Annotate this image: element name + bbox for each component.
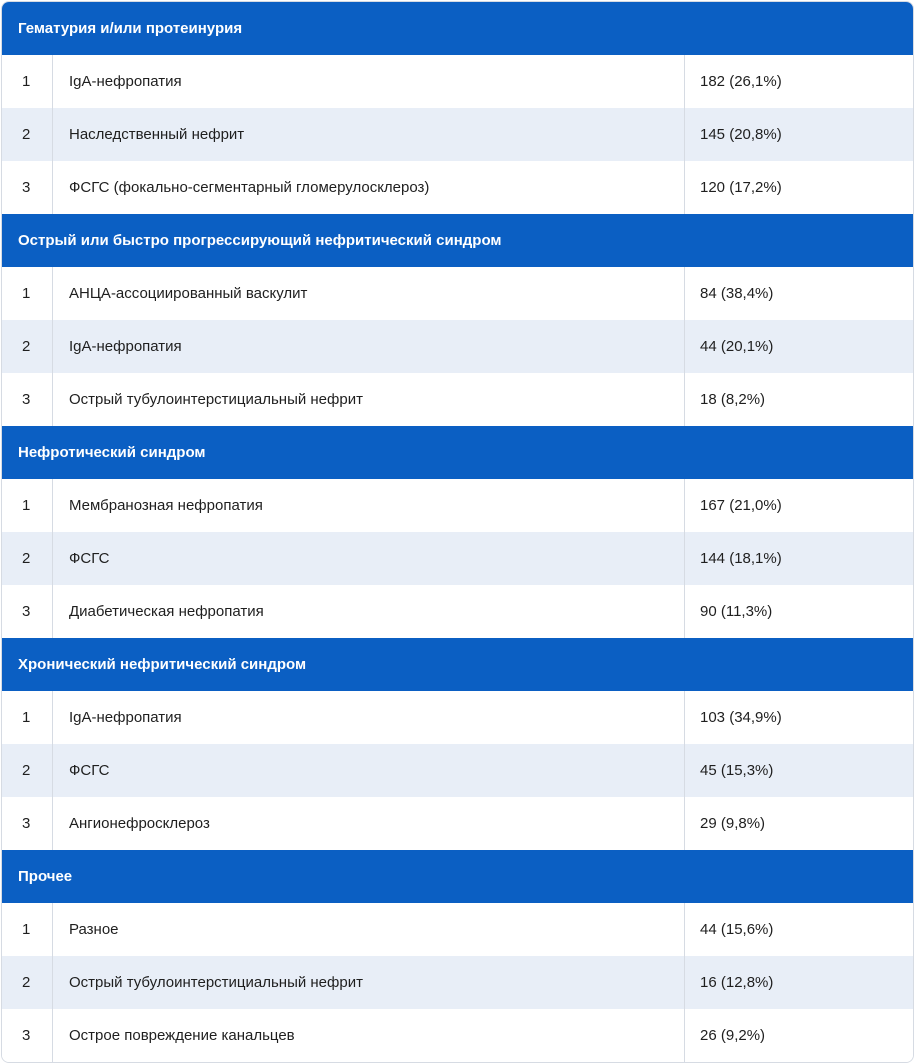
table-row: [2, 161, 913, 214]
row-number: 1: [2, 479, 53, 532]
diagnosis-count: 120 (17,2%): [700, 179, 782, 196]
row-number: 1: [2, 267, 53, 320]
table-row: [2, 479, 913, 532]
group-header: Гематурия и/или протеинурия: [2, 2, 913, 55]
diagnosis-name: ФСГС: [53, 744, 685, 797]
table-row: [2, 108, 913, 161]
row-number: 2: [2, 108, 53, 161]
table-row: [2, 55, 913, 108]
diagnosis-name: ФСГС: [53, 532, 685, 585]
table-row: [2, 797, 913, 850]
diagnosis-count: 26 (9,2%): [700, 1027, 766, 1044]
diagnosis-name: Мембранозная нефропатия: [53, 479, 685, 532]
row-number: 3: [2, 1009, 53, 1062]
diagnosis-name: IgA-нефропатия: [53, 691, 685, 744]
diagnosis-count: 45 (15,3%): [700, 762, 774, 779]
diagnosis-count: 44 (15,6%): [700, 921, 774, 938]
diagnosis-name: Острый тубулоинтерстициальный нефрит: [53, 956, 685, 1009]
row-number: 1: [2, 903, 53, 956]
table-row: [2, 585, 913, 638]
row-number: 2: [2, 532, 53, 585]
row-number: 3: [2, 161, 53, 214]
diagnosis-name: Разное: [53, 903, 685, 956]
table-row: [2, 691, 913, 744]
row-number: 3: [2, 585, 53, 638]
table-row: [2, 744, 913, 797]
diagnosis-count: 16 (12,8%): [700, 974, 774, 991]
row-number: 2: [2, 956, 53, 1009]
diagnosis-name: АНЦА-ассоциированный васкулит: [53, 267, 685, 320]
table-row: [2, 903, 913, 956]
group-header: Хронический нефритический синдром: [2, 638, 913, 691]
diagnosis-count: 29 (9,8%): [700, 815, 766, 832]
table-row: [2, 320, 913, 373]
row-number: 1: [2, 691, 53, 744]
diagnosis-name: Острый тубулоинтерстициальный нефрит: [53, 373, 685, 426]
diagnosis-count: 103 (34,9%): [700, 709, 782, 726]
table-row: [2, 1009, 913, 1062]
group-header: Прочее: [2, 850, 913, 903]
diagnosis-name: Острое повреждение канальцев: [53, 1009, 685, 1062]
diagnosis-name: ФСГС (фокально-сегментарный гломерулосклероз): [53, 161, 685, 214]
diagnosis-count: 145 (20,8%): [700, 126, 782, 143]
diagnosis-table: [1, 1, 914, 1063]
diagnosis-name: Диабетическая нефропатия: [53, 585, 685, 638]
row-number: 3: [2, 373, 53, 426]
row-number: 3: [2, 797, 53, 850]
table-row: [2, 373, 913, 426]
table-row: [2, 956, 913, 1009]
diagnosis-count: 44 (20,1%): [700, 338, 774, 355]
table-row: [2, 267, 913, 320]
table-row: [2, 532, 913, 585]
row-number: 2: [2, 744, 53, 797]
row-number: 1: [2, 55, 53, 108]
group-header: Нефротический синдром: [2, 426, 913, 479]
group-header: Острый или быстро прогрессирующий нефритический синдром: [2, 214, 913, 267]
diagnosis-count: 18 (8,2%): [700, 391, 766, 408]
diagnosis-count: 182 (26,1%): [700, 73, 782, 90]
diagnosis-name: Наследственный нефрит: [53, 108, 685, 161]
diagnosis-name: IgA-нефропатия: [53, 55, 685, 108]
diagnosis-name: Ангионефросклероз: [53, 797, 685, 850]
diagnosis-count: 167 (21,0%): [700, 497, 782, 514]
diagnosis-count: 90 (11,3%): [700, 603, 773, 620]
diagnosis-count: 144 (18,1%): [700, 550, 782, 567]
diagnosis-count: 84 (38,4%): [700, 285, 774, 302]
row-number: 2: [2, 320, 53, 373]
diagnosis-name: IgA-нефропатия: [53, 320, 685, 373]
